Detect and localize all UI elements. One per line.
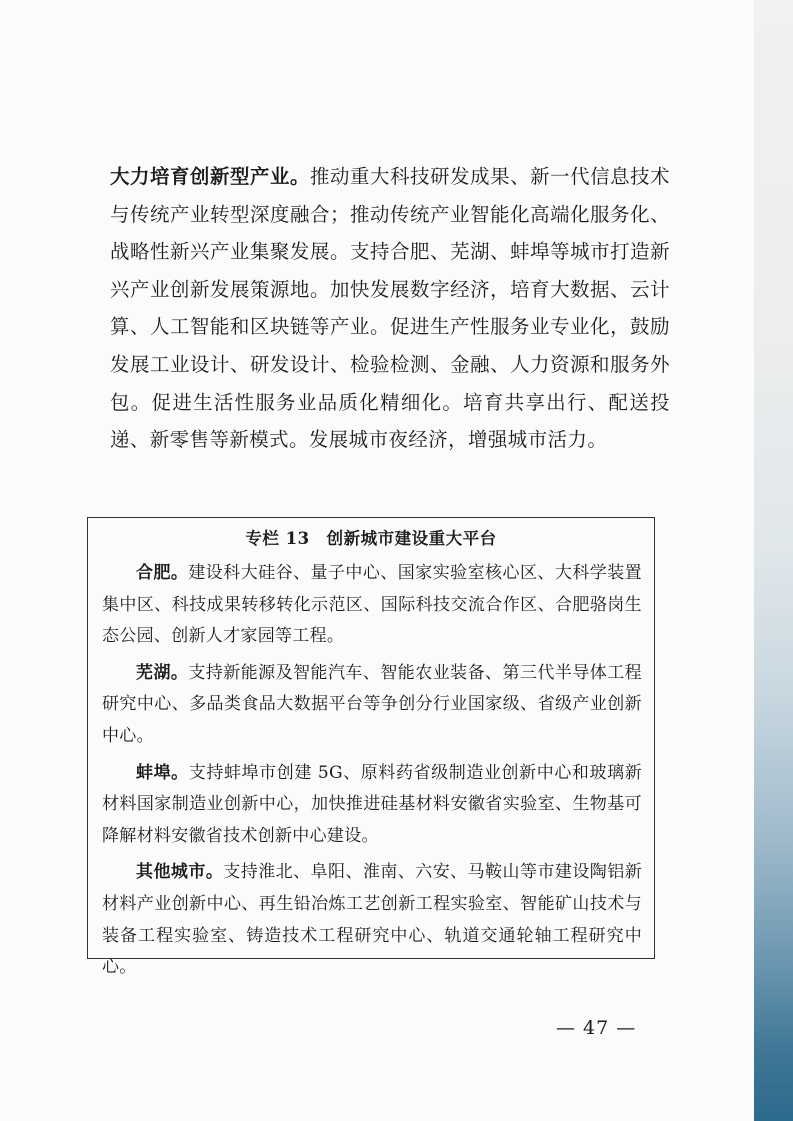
entry-text: 建设科大硅谷、量子中心、国家实验室核心区、大科学装置集中区、科技成果转移转化示范区、国际科技交流合作区、合肥骆岗生态公园、创新人才家园等工程。 [102,563,642,647]
entry-city: 芜湖。 [136,662,189,683]
entry-text: 支持新能源及智能汽车、智能农业装备、第三代半导体工程研究中心、多品类食品大数据平台等争创分行业国家级、省级产业创新中心。 [102,662,642,746]
list-item [102,558,642,653]
list-item [102,658,642,753]
column-box [87,517,655,978]
body-paragraph [110,158,670,459]
paragraph-lead: 大力培育创新型产业。 [110,165,311,188]
entry-city: 合肥。 [136,563,189,583]
entry-text: 支持蚌埠市创建 5G、原料药省级制造业创新中心和玻璃新材料国家制造业创新中心，加快推进硅基材料安徽省实验室、生物基可降解材料安徽省技术创新中心建设。 [102,762,642,846]
page-number: — 47 — [556,1017,637,1039]
list-item [102,758,642,853]
column-box-title: 专栏 13 创新城市建设重大平台 [245,529,497,548]
entry-text: 支持淮北、阜阳、淮南、六安、马鞍山等市建设陶铝新材料产业创新中心、再生铅冶炼工艺创新工程实验室、智能矿山技术与装备工程实验室、铸造技术工程研究中心、轨道交通轮轴工程研究中心。 [102,862,643,978]
entry-city: 蚌埠。 [136,762,189,783]
column-box-body [102,558,642,989]
page-edge-strip [754,0,793,1121]
entry-city: 其他城市。 [136,862,224,883]
paragraph-text: 推动重大科技研发成果、新一代信息技术与传统产业转型深度融合；推动传统产业智能化高端化服务化、战略性新兴产业集聚发展。支持合肥、芜湖、蚌埠等城市打造新兴产业创新发展策源地。加快发展数字经济，培育大数据、云计算、人工智能和区块链等产业。促进生产性服务业专业化，鼓励发展工业设计、研发设计、检验检测、金融、人力资源和服务外包。促进生活性服务业品质化精细化。培育共享出行、配送投递、新零售等新模式。发展城市夜经济，增强城市活力。 [110,165,671,452]
list-item [102,857,642,983]
